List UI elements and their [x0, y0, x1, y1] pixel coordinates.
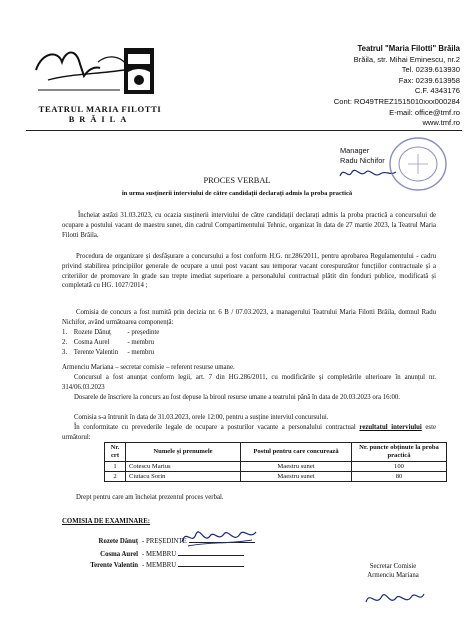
paragraph-procedure: Procedura de organizare și desfășurare a concursului a fost conform H.G. nr.286/2011, pentru aprobarea Regulamentului - cadru privind stabilirea principiilor generale de ocupare a unui post vacant sau temporar vacant corespunzător funcțiilor contractuale și a criteriilor de promovare în grade sau trepte imediat superioare a personalului contractual plătit din fonduri publice, modificată și completată cu HG. 1027/2014 ; — [62, 253, 436, 290]
secretary-block — [348, 562, 438, 580]
results-table — [104, 442, 447, 482]
secretary-line: Armenciu Mariana – secretar comisie – referent resurse umane. — [62, 364, 235, 371]
president-signature — [178, 524, 258, 550]
column-header: Nr. crt — [105, 443, 126, 462]
closing-statement: Drept pentru care am încheiat prezentul proces verbal. — [76, 494, 224, 501]
commission-members-list — [62, 328, 159, 357]
table-row — [105, 462, 447, 472]
paragraph-meeting: Comisia s-a întrunit în data de 31.03.2023, orele 12:00, pentru a susține interviul concursului. — [74, 414, 329, 421]
contact-fax: Fax: 0239.613958 — [398, 75, 460, 85]
column-header: Numele și prenumele — [126, 443, 241, 462]
contact-name: Teatrul "Maria Filotti" Brăila — [357, 44, 460, 53]
paragraph-commission: Comisia de concurs a fost numită prin decizia nr. 6 B / 07.03.2023, a managerului Teatrului Maria Filotti Brăila, domnul Radu Nichifor, având următoarea componență: — [62, 309, 436, 326]
table-cell: 100 — [352, 462, 447, 472]
signature-line — [178, 555, 244, 556]
contact-address: Brăila, str. Mihai Eminescu, nr.2 — [353, 54, 460, 64]
table-cell: Ciutacu Sorin — [126, 472, 241, 482]
commission-title: COMISIA DE EXAMINARE: — [62, 518, 150, 525]
list-item: 1. Rozete Dănuț - președinte — [62, 329, 160, 336]
signature-line — [178, 566, 244, 567]
theatre-stamp — [388, 134, 448, 194]
paragraph-files: Dosarele de înscriere la concurs au fost depuse la biroul resurse umane a teatrului până în data de 20.03.2023 ora 16:00. — [74, 394, 400, 401]
contact-tel: Tel. 0239.613930 — [401, 65, 460, 75]
table-cell: 2 — [105, 472, 126, 482]
contact-block — [260, 44, 460, 129]
theatre-name: TEATRUL MARIA FILOTTI — [38, 104, 162, 114]
list-item: 3. Terente Valentin - membru — [62, 348, 155, 356]
contact-account: Cont: RO49TREZ1515010xxx000284 — [333, 96, 460, 106]
secretary-name: Armenciu Mariana — [367, 572, 419, 579]
manager-name: Radu Nichifor — [340, 156, 385, 165]
contact-cf: C.F. 4343176 — [414, 86, 460, 96]
header-divider — [26, 130, 462, 131]
table-cell: 80 — [352, 472, 447, 482]
list-item: 2. Cosma Aurel - membru — [62, 338, 155, 346]
theatre-logo — [28, 40, 158, 102]
signer-row: Cosma Aurel - MEMBRU — [62, 551, 244, 561]
contact-web: www.tmf.ro — [422, 118, 460, 128]
manager-approval — [340, 146, 385, 166]
column-header: Postul pentru care concurează — [241, 443, 352, 462]
table-row — [105, 472, 447, 482]
paragraph-announcement: Concursul a fost anunțat conform legii, art. 7 din HG.286/2011, cu modificările și completările ulterioare în anunțul nr. 314/06.03.2023 — [62, 374, 436, 391]
document-subtitle: în urma susținerii interviului de către candidații declarați admis la proba practică — [121, 190, 353, 197]
table-cell: 1 — [105, 462, 126, 472]
table-cell: Maestru sunet — [241, 462, 352, 472]
theatre-city: BRĂILA — [68, 115, 132, 124]
manager-role: Manager — [340, 146, 370, 155]
column-header: Nr. puncte obținute la proba practică — [352, 443, 447, 462]
signer-row: Rozete Dănuț - PREȘEDINTE — [62, 538, 255, 548]
contact-email: E-mail: office@tmf.ro — [389, 107, 460, 117]
table-header-row — [105, 443, 447, 462]
table-cell: Cotescu Marius — [126, 462, 241, 472]
paragraph-intro: Încheiat astăzi 31.03.2023, cu ocazia susținerii interviului de către candidații declarați admis la proba practică a concursului de ocupare a postului vacant de maestru sunet, din cadrul Compartimentului Tehnic, organizat în data de 27 martie 2023, la Teatrul Maria Filotti Brăila. — [62, 212, 436, 239]
table-cell: Maestru sunet — [241, 472, 352, 482]
secretary-title: Secretar Comisie — [369, 563, 417, 570]
signer-row: Terente Valentin - MEMBRU — [62, 562, 244, 572]
secretary-signature — [362, 588, 428, 610]
document-title: PROCES VERBAL — [203, 176, 271, 185]
paragraph-results-intro: În conformitate cu prevederile legale de ocupare a posturilor vacante a personalului contractual rezultatul interviului este următorul: — [62, 424, 436, 441]
